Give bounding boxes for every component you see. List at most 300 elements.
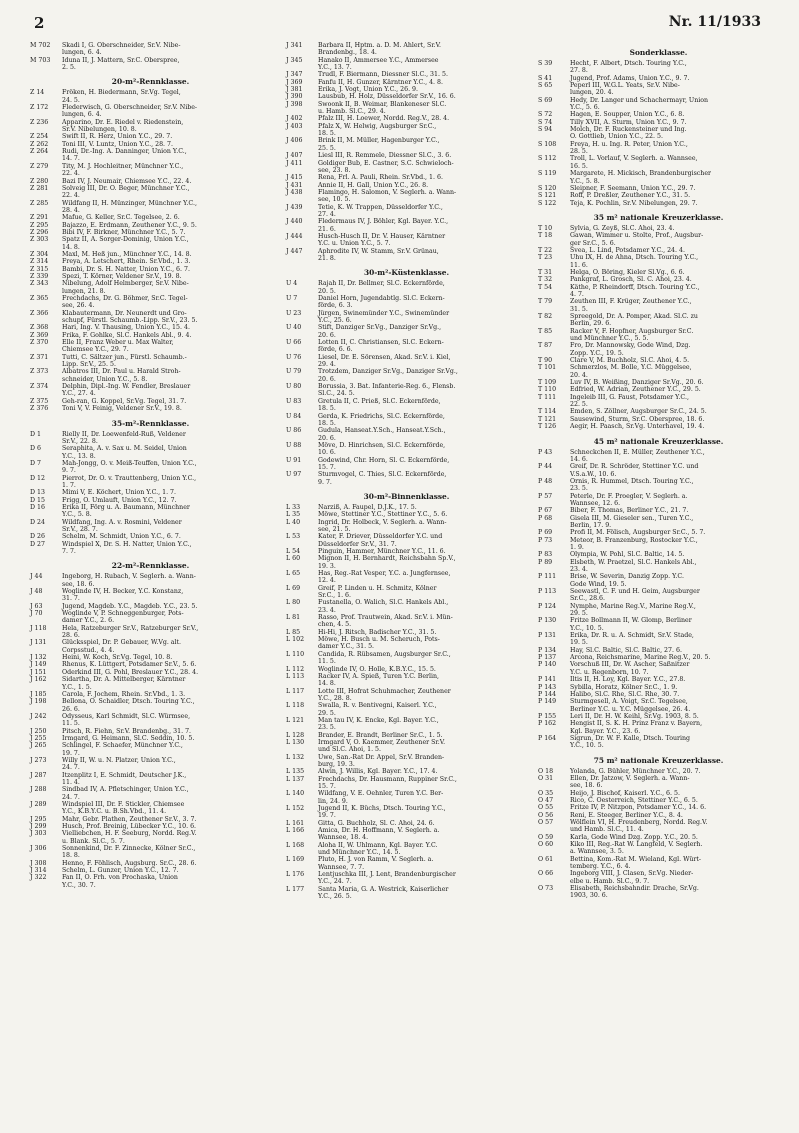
sail-number: J 273 <box>30 756 47 764</box>
sail-number: P 113 <box>538 588 557 596</box>
sail-number: J 70 <box>30 610 43 618</box>
yacht-entry <box>538 493 779 508</box>
yacht-entry <box>286 519 527 534</box>
class-heading: 20-m²-Rennklasse. <box>111 77 190 87</box>
sail-number: Z 262 <box>30 140 49 148</box>
sail-number: O 47 <box>538 796 554 804</box>
entry-text: Frechdachs, Dr. G. Böhmer, Sr.C. Tegel- see, 26. 4. <box>62 295 188 310</box>
yacht-entry <box>286 295 527 310</box>
yacht-entry <box>286 457 527 472</box>
entry-text: Bettina, Kom.-Rat M. Wieland, Kgl. Würt- temberg. Y.C., 6. 4. <box>570 855 701 871</box>
yacht-entry <box>30 519 271 534</box>
entry-text: Rajah II, Dr. Bellmer, Sl.C. Eckernförde, 20. 5. <box>318 280 445 295</box>
issue-number: Nr. 11/1933 <box>668 14 761 30</box>
yacht-entry <box>538 768 779 775</box>
sail-number: J 439 <box>286 203 303 211</box>
yacht-entry <box>538 463 779 478</box>
yacht-entry <box>30 383 271 398</box>
yacht-entry <box>30 185 271 200</box>
sail-number: T 109 <box>538 379 557 387</box>
column-1 <box>30 42 271 889</box>
yacht-entry <box>30 431 271 446</box>
entry-text: Frika, F. Gohlke, Sl.C. Hankels Abl., 9. 4. <box>62 331 192 339</box>
entry-text: Skadi I, G. Oberschneider, Sr.V. Nibe- lungen, 6. 4. <box>62 42 181 57</box>
entry-text: Tity, M. J. Hochleitner, Münchner Y.C., 22. 4. <box>62 162 184 178</box>
yacht-entry <box>286 820 527 827</box>
yacht-entry <box>286 776 527 791</box>
sail-number: O 18 <box>538 767 554 775</box>
yacht-entry <box>30 398 271 405</box>
sail-number: J 295 <box>30 815 47 823</box>
entry-text: Hanako II, Ammersee Y.C., Ammersee Y.C., 13. 7. <box>318 56 439 72</box>
page-number: 2 <box>34 14 45 32</box>
sail-number: Z 368 <box>30 324 49 332</box>
yacht-entry <box>538 551 779 558</box>
entry-text: Kater, F. Driever, Düsseldorfer Y.C. und Düsseldorfer Sr.V., 31. 7. <box>318 533 443 548</box>
entry-text: Wildfang, V. E. Oehnler, Turen Y.C. Ber- lin, 24. 9. <box>318 790 444 805</box>
sail-number: D 26 <box>30 533 45 541</box>
entry-text: Lausbub, H. Holz, Düsseldorfer Sr.V., 16. 6. <box>318 93 456 101</box>
yacht-entry <box>286 152 527 159</box>
sail-number: S 122 <box>538 199 557 207</box>
sail-number: Z 343 <box>30 280 49 288</box>
sail-number: S 119 <box>538 170 557 178</box>
yacht-entry <box>30 57 271 72</box>
sail-number: L 35 <box>286 511 301 519</box>
entry-text: Borussia, 3. Bat. Infanterie-Reg. 6., Flensb. Sl.C., 24. 5. <box>318 383 456 398</box>
entry-text: Svea, L. Lind, Potsdamer Y.C., 24. 4. <box>570 246 685 254</box>
yacht-entry <box>30 533 271 540</box>
sail-number: J 438 <box>286 188 303 196</box>
entry-text: Fröken, H. Biedermann, Sr.Vg. Tegel, 24. 5. <box>62 89 181 104</box>
yacht-entry <box>30 214 271 221</box>
yacht-entry <box>538 247 779 254</box>
entry-text: Spezi, T. Körner, Veldener Sr.V., 19. 8. <box>62 272 182 280</box>
sail-number: L 80 <box>286 599 301 607</box>
sail-number: J 398 <box>286 100 303 108</box>
sail-number: P 162 <box>538 720 557 728</box>
yacht-entry <box>538 386 779 393</box>
entry-text: Heijo, J. Bischof, Kaiserl. Y.C., 6. 5. <box>570 789 680 797</box>
entry-text: Fro, Dr. Mannowsky, Gode Wind, Dzg. Zopp. Y.C., 19. 5. <box>570 342 691 357</box>
entry-text: Sturmgesell, A. Voigt, Sr.C. Tegelsee, Berliner Y.C. u. Y.C. Müggelsee, 26. 4. <box>570 698 691 713</box>
entry-text: Irmgard, G. Heimann, Sl.C. Seddin, 10. 5. <box>62 734 195 742</box>
sail-number: O 57 <box>538 819 554 826</box>
yacht-entry <box>30 735 271 742</box>
yacht-entry <box>538 75 779 82</box>
entry-text: Wölflein VI, H. Freudenberg, Nordd. Reg.V. und Hamb. Sl.C., 11. 4. <box>570 819 708 834</box>
yacht-entry <box>30 816 271 823</box>
yacht-entry <box>30 728 271 735</box>
entry-text: Bazi IV, J. Neumair, Chiemsee Y.C., 22. 4. <box>62 177 192 185</box>
entry-text: Geh-ran, G. Koppel, Sr.Vg. Tegel, 31. 7. <box>62 397 187 405</box>
sail-number: U 91 <box>286 456 302 464</box>
entry-text: Yolanda, G. Bühler, Münchner Y.C., 20. 7. <box>570 767 701 775</box>
entry-text: Leri II, Dr. H. W. Keihl, Sr.Vg. 1903, 8. 5. <box>570 712 699 720</box>
yacht-entry <box>286 599 527 614</box>
yacht-entry <box>538 111 779 118</box>
entry-text: Möwe, Stettiner Y.C., Stettiner Y.C., 5. 6. <box>318 511 448 519</box>
sail-number: Z 374 <box>30 383 49 391</box>
entry-text: Troll, L. Vorlauf, V. Seglerh. a. Wannsee, 16. 5. <box>570 155 698 170</box>
sail-number: O 35 <box>538 789 554 797</box>
yacht-entry <box>286 651 527 666</box>
yacht-entry <box>538 573 779 588</box>
entry-text: Fledermaus IV, J. Böhler, Kgl. Bayer. Y.C., 21. 6. <box>318 218 449 233</box>
sail-number: T 22 <box>538 246 553 254</box>
yacht-entry <box>30 588 271 603</box>
entry-text: Rico, C. Oesterreich, Stettiner Y.C., 6. 5. <box>570 796 698 804</box>
entry-text: Olympia, W. Pohl, Sl.C. Baltic, 14. 5. <box>570 551 685 559</box>
sail-number: J 288 <box>30 786 47 794</box>
sail-number: U 66 <box>286 339 302 347</box>
entry-text: Flamingo, H. Salomon, V. Seglerh. a. Wann- see, 10. 5. <box>318 188 457 204</box>
sail-number: P 73 <box>538 536 553 544</box>
column-2 <box>286 42 527 901</box>
entry-text: Rudi, Dr.-Ing. A. Danninger, Union Y.C., 14. 7. <box>62 148 187 163</box>
yacht-entry <box>538 478 779 493</box>
yacht-entry <box>30 772 271 787</box>
sail-number: L 54 <box>286 548 301 555</box>
sail-number: M 703 <box>30 56 51 64</box>
yacht-entry <box>30 541 271 556</box>
entry-text: Husch-Husch II, Dr. V. Hauser, Kärntner Y.C. u. Union Y.C., 5. 7. <box>318 232 446 248</box>
yacht-entry <box>286 442 527 457</box>
yacht-entry <box>538 298 779 313</box>
entry-text: Alwin, J. Willis, Kgl. Bayer. Y.C., 17. 4. <box>318 768 438 776</box>
yacht-entry <box>30 405 271 412</box>
sail-number: P 68 <box>538 514 553 522</box>
class-heading: 35 m² nationale Kreuzerklasse. <box>593 212 724 222</box>
sail-number: P 57 <box>538 492 553 500</box>
yacht-entry <box>30 654 271 661</box>
sail-number: L 113 <box>286 672 305 680</box>
entry-text: Santa Maria, G. A. Westrick, Kaiserlicher Y.C., 26. 5. <box>318 885 449 901</box>
entry-text: Hagen, E. Soupper, Union Y.C., 6. 8. <box>570 111 685 119</box>
entry-text: Fanfu II, H. Gunzer, Kärntner Y.C., 4. 8. <box>318 78 443 86</box>
sail-number: Z 314 <box>30 258 49 266</box>
sail-number: J 347 <box>286 71 303 79</box>
yacht-entry <box>286 842 527 857</box>
sail-number: P 83 <box>538 551 553 559</box>
yacht-entry <box>30 713 271 728</box>
sail-number: U 83 <box>286 397 302 405</box>
yacht-entry <box>538 819 779 834</box>
entry-text: Racker V, F. Hopfner, Augsburger Sr.C. und Münchner Y.C., 5. 5. <box>570 327 694 343</box>
sail-number: Z 279 <box>30 162 49 170</box>
sail-number: J 265 <box>30 742 47 750</box>
sail-number: T 90 <box>538 357 553 365</box>
sail-number: L 33 <box>286 503 301 511</box>
entry-text: Fritze Bollmann II, W. Glomp, Berliner Y.C., 10. 5. <box>570 617 692 632</box>
yacht-entry <box>538 328 779 343</box>
sail-number: L 102 <box>286 636 305 644</box>
yacht-entry <box>286 827 527 842</box>
sail-number: S 112 <box>538 155 557 163</box>
entry-text: Annie II, H. Gall, Union Y.C., 26. 8. <box>318 181 429 189</box>
yacht-entry <box>30 368 271 383</box>
yacht-entry <box>538 676 779 683</box>
yacht-entry <box>30 786 271 801</box>
sail-number: L 130 <box>286 738 305 746</box>
sail-number: P 48 <box>538 477 553 485</box>
yacht-entry <box>538 684 779 691</box>
entry-text: Mah-Jongg, O. v. Meiß-Teuffen, Union Y.C., 9. 7. <box>62 459 197 475</box>
entry-text: Apparino, Dr. E. Riedel v. Riedenstein, Sr.V. Nibelungen, 10. 8. <box>62 118 184 134</box>
sail-number: T 111 <box>538 393 557 401</box>
sail-number: T 54 <box>538 283 553 291</box>
yacht-entry <box>30 639 271 654</box>
entry-text: Sausewind, Sturm, Sr.C. Oberspree, 18. 6. <box>570 415 705 423</box>
sail-number: L 117 <box>286 687 305 695</box>
sail-number: P 144 <box>538 690 557 698</box>
yacht-entry <box>286 398 527 413</box>
entry-text: Swift II, R. Herz, Union Y.C., 29. 7. <box>62 133 173 141</box>
sail-number: Z 365 <box>30 295 49 302</box>
sail-number: Z 14 <box>30 89 45 97</box>
entry-text: Henno, F. Föhlisch, Augsburg. Sr.C., 28. 6. <box>62 859 197 867</box>
entry-text: Fritze IV, P. Nitzpon, Potsdamer Y.C., 14. 6. <box>570 804 707 812</box>
sail-number: Z 172 <box>30 104 49 112</box>
yacht-entry <box>30 222 271 229</box>
entry-text: Erika, J. Vogt, Union Y.C., 26. 9. <box>318 86 418 94</box>
entry-text: Erika, Dr. R. u. A. Schmidt, Sr.V. Stade, 19. 5. <box>570 632 694 647</box>
entry-text: Hecht, F. Albert, Dtsch. Touring Y.C., 27. 8. <box>570 60 687 75</box>
class-heading: 30-m²-Binnenklasse. <box>363 491 450 501</box>
sail-number: J 250 <box>30 727 47 735</box>
sail-number: J 411 <box>286 159 303 167</box>
sail-number: J 185 <box>30 690 47 698</box>
entry-text: Elle II, Franz Weber u. Max Walter, Chiemsee Y.C., 29. 7. <box>62 339 174 354</box>
column-3 <box>538 42 779 900</box>
yacht-entry <box>30 339 271 354</box>
sail-number: S 108 <box>538 140 557 148</box>
sail-number: L 121 <box>286 716 305 724</box>
entry-text: Toni V, V. Feinig, Veldener Sr.V., 19. 8. <box>62 405 182 413</box>
entry-text: Elsbeth, W. Praetzel, Sl.C. Hankels Abl., 23. 4. <box>570 558 697 573</box>
yacht-entry <box>538 449 779 464</box>
entry-text: Greif, P. Linden u. H. Schmitz, Kölner Sr.C., 1. 6. <box>318 584 437 600</box>
yacht-entry <box>286 42 527 57</box>
sail-number: D 6 <box>30 445 41 453</box>
yacht-entry <box>286 739 527 754</box>
yacht-entry <box>286 570 527 585</box>
class-heading: 30-m²-Küstenklasse. <box>363 268 450 278</box>
sail-number: J 402 <box>286 115 303 123</box>
entry-text: Gretula II, C. Prieß, Sl.C. Eckernförde, 18. 5. <box>318 397 441 413</box>
yacht-entry <box>30 460 271 475</box>
sail-number: L 168 <box>286 841 305 849</box>
entry-text: Klabautermann, Dr. Neunerdt und Gro- schupf, Fürstl. Schaumb.-Lipp. Sr.V., 23. 5. <box>62 309 198 325</box>
sail-number: L 112 <box>286 665 305 673</box>
sail-number: T 126 <box>538 423 557 431</box>
sail-number: Z 375 <box>30 397 49 405</box>
sail-number: T 110 <box>538 386 557 394</box>
yacht-entry <box>286 71 527 78</box>
yacht-entry <box>538 225 779 232</box>
sail-number: J 131 <box>30 639 47 647</box>
sail-number: L 118 <box>286 702 305 710</box>
entry-text: Bajazzo, E. Erdmann, Zeuthener Y.C., 9. 5. <box>62 221 197 229</box>
sail-number: T 10 <box>538 224 553 232</box>
entry-text: Pankgraf, L. Grosch, Sl. C. Ahoi, 23. 4. <box>570 276 692 284</box>
yacht-entry <box>538 423 779 430</box>
sail-number: U 84 <box>286 412 302 420</box>
yacht-entry <box>286 717 527 732</box>
sail-number: D 1 <box>30 430 41 438</box>
sail-number: J 306 <box>30 845 47 853</box>
entry-text: Molch, Dr. F. Ruckensteiner und Ing. O. Gottlieb, Union Y.C., 22. 5. <box>570 126 687 141</box>
yacht-entry <box>538 713 779 720</box>
entry-text: Mignon II, H. Bernhardt, Reichsbahn Sp.V., 19. 3. <box>318 555 456 570</box>
entry-text: Pluto, H. J. von Ramm, V. Seglerh. a. Wannsee, 7. 7. <box>318 856 434 871</box>
sail-number: O 61 <box>538 855 554 863</box>
yacht-entry <box>538 515 779 530</box>
sail-number: T 121 <box>538 415 557 423</box>
entry-text: Roff, P. Dreßler, Zeuthener Y.C., 31. 5. <box>570 192 691 200</box>
yacht-entry <box>538 60 779 75</box>
entry-text: Pierrot, Dr. O. v. Trauttenberg, Union Y.C., 1. 7. <box>62 474 197 489</box>
entry-text: Man tau IV, K. Encke, Kgl. Bayer. Y.C., 23. 5. <box>318 716 439 732</box>
yacht-entry <box>286 79 527 86</box>
sail-number: J 369 <box>286 78 303 86</box>
yacht-entry <box>30 669 271 676</box>
sail-number: O 56 <box>538 811 554 819</box>
yacht-entry <box>30 273 271 280</box>
entry-text: Windspiel X, Dr. S. H. Natter, Union Y.C., 7. 7. <box>62 540 192 555</box>
sail-number: Z 285 <box>30 199 49 207</box>
yacht-entry <box>30 698 271 713</box>
yacht-entry <box>286 310 527 325</box>
sail-number: J 381 <box>286 86 303 94</box>
sail-number: J 151 <box>30 668 47 676</box>
sail-number: O 60 <box>538 841 554 849</box>
entry-text: Pfalz X, W. Helwig, Augsburger Sr.C., 18. 5. <box>318 122 437 138</box>
sail-number: Z 369 <box>30 331 49 339</box>
entry-text: Halibo, Sl.C. Rhe, Sl.C. Rhe, 30. 7. <box>570 690 680 698</box>
yacht-entry <box>538 200 779 207</box>
entry-text: Spatz II, A. Sorger-Dominig, Union Y.C., 14. 8. <box>62 236 189 251</box>
sail-number: J 407 <box>286 152 303 160</box>
yacht-entry <box>30 119 271 134</box>
yacht-entry <box>286 218 527 233</box>
entry-text: Schneckchen II, E. Müller, Zeuthener Y.C., 14. 6. <box>570 448 705 463</box>
entry-text: Racker IV, A. Spieß, Turen Y.C. Berlin, 14. 8. <box>318 672 440 688</box>
yacht-entry <box>538 379 779 386</box>
sail-number: L 169 <box>286 856 305 864</box>
sail-number: U 4 <box>286 280 298 288</box>
sail-number: L 40 <box>286 518 301 526</box>
entry-text: Mahr, Gebr. Plathen, Zeuthener Sr.V., 3. 7. <box>62 815 197 823</box>
entry-text: Carola, F. Jochem, Rhein. Sr.Vbd., 1. 3. <box>62 690 186 698</box>
entry-text: Fustanella, O. Walich, Sl.C. Hankels Abl., 23. 4. <box>318 599 449 614</box>
yacht-entry <box>286 871 527 886</box>
entry-text: Edfried, W. Adrian, Zeuthener Y.C., 29. 5. <box>570 386 701 394</box>
sail-number: U 23 <box>286 309 302 317</box>
yacht-entry <box>538 654 779 661</box>
sail-number: Z 339 <box>30 272 49 280</box>
entry-text: Jugend, Magdeb. Y.C., Magdeb. Y.C., 23. 5. <box>62 602 198 610</box>
entry-text: Sleipner, F. Seemann, Union Y.C., 29. 7. <box>570 184 696 192</box>
entry-text: Clare V, M. Buchholz, Sl.C. Ahoi, 4. 5. <box>570 357 690 365</box>
yacht-entry <box>538 507 779 514</box>
yacht-entry <box>538 126 779 141</box>
yacht-entry <box>30 757 271 772</box>
entry-text: Bellona, O. Schaidler, Dtsch. Touring Y.C., 26. 6. <box>62 698 195 713</box>
yacht-entry <box>286 115 527 122</box>
sail-number: J 132 <box>30 654 47 662</box>
sail-number: T 32 <box>538 276 553 284</box>
sail-number: J 289 <box>30 801 47 808</box>
sail-number: Z 303 <box>30 236 49 244</box>
sail-number: D 27 <box>30 540 45 548</box>
entry-text: Woglinde V, P. Schneggenburger, Pots- damer Y.C., 2. 6. <box>62 610 184 625</box>
sail-number: L 65 <box>286 570 301 578</box>
sail-number: Z 236 <box>30 118 49 126</box>
entry-text: Hedy, Dr. Langer und Schachermayr, Union Y.C., 5. 6. <box>570 96 709 112</box>
sail-number: S 41 <box>538 74 553 82</box>
yacht-entry <box>286 233 527 248</box>
yacht-entry <box>286 339 527 354</box>
yacht-entry <box>30 475 271 490</box>
yacht-entry <box>538 617 779 632</box>
sail-number: U 7 <box>286 295 298 302</box>
sail-number: J 44 <box>30 573 43 581</box>
entry-text: Gitta, G. Buchholz, Sl. C. Ahoi, 24. 6. <box>318 819 435 827</box>
sail-number: J 63 <box>30 602 43 610</box>
yacht-entry <box>30 332 271 339</box>
entry-text: Luv IV, B. Weißing, Danziger Sr.Vg., 20. 6. <box>570 379 704 387</box>
yacht-entry <box>538 394 779 409</box>
entry-text: Rielly II, Dr. Loewenfeld-Ruß, Veldener Sr.V., 22. 8. <box>62 430 186 445</box>
yacht-entry <box>538 856 779 871</box>
entry-text: Tutti, C. Sältzer jun., Fürstl. Schaumb.- Lipp. Sr.V., 25. 5. <box>62 353 187 369</box>
yacht-entry <box>538 185 779 192</box>
sail-number: J 403 <box>286 122 303 130</box>
sail-number: Z 371 <box>30 353 49 361</box>
entry-text: Hengist II, S. K. H. Prinz Franz v. Bayern, Kgl. Bayer. Y.C., 23. 6. <box>570 720 703 735</box>
yacht-entry <box>286 160 527 175</box>
entry-text: Godewind, Chr. Horn, Sl. C. Eckernförde, 15. 7. <box>318 456 450 471</box>
entry-text: Trotzdem, Danziger Sr.Vg., Danziger Sr.Vg., 20. 6. <box>318 368 458 383</box>
yacht-entry <box>286 702 527 717</box>
sail-number: J 390 <box>286 93 303 101</box>
yacht-entry <box>286 548 527 555</box>
yacht-entry <box>286 585 527 600</box>
sail-number: T 79 <box>538 298 553 306</box>
yacht-entry <box>538 775 779 790</box>
sail-number: T 101 <box>538 364 557 372</box>
entry-text: Toni III, V. Luntz, Union Y.C., 28. 7. <box>62 140 173 148</box>
yacht-entry <box>538 603 779 618</box>
yacht-entry <box>538 141 779 156</box>
entry-text: Greif, Dr. R. Schröder, Stettiner Y.C. und V.S.a.W., 10. 6. <box>570 463 699 478</box>
entry-text: Barbara II, Hptm. a. D. M. Ahlert, Sr.V. Brandenbg., 18. 4. <box>318 42 442 57</box>
sail-number: Z 304 <box>30 250 49 258</box>
entry-text: Rhenus, K. Lüttgert, Potsdamer Sr.V., 5. 6. <box>62 661 197 669</box>
entry-text: Lotte III, Hofrat Schuhmacher, Zeuthener Y.C., 28. 8. <box>318 687 451 702</box>
yacht-entry <box>538 804 779 811</box>
sail-number: S 65 <box>538 82 553 90</box>
sail-number: O 73 <box>538 885 554 893</box>
sail-number: J 255 <box>30 734 47 742</box>
entry-text: Gudula, Hanseat.Y.Sch., Hanseat.Y.Sch., 20. 6. <box>318 427 446 442</box>
class-heading: Sonderklasse. <box>629 48 688 57</box>
yacht-entry <box>286 688 527 703</box>
yacht-entry <box>30 229 271 236</box>
yacht-entry <box>286 805 527 820</box>
yacht-entry <box>286 790 527 805</box>
